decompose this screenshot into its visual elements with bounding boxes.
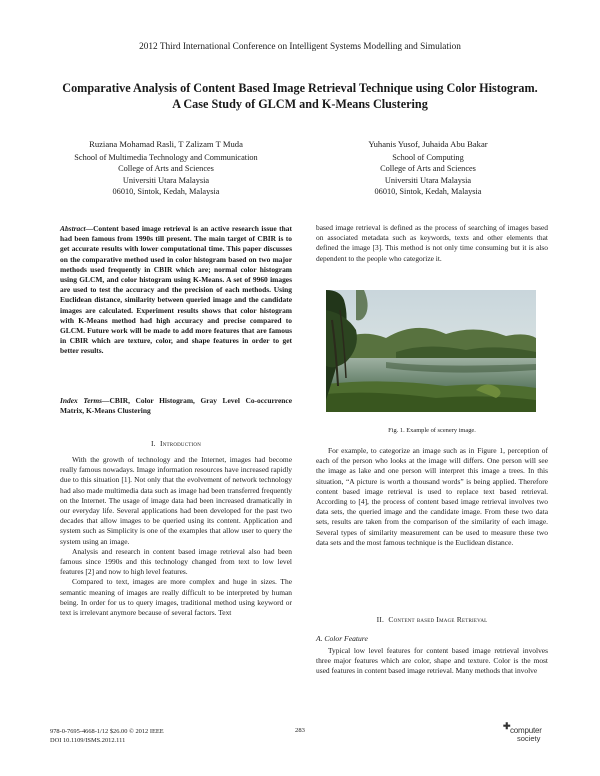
section-number: II. [376, 615, 385, 624]
affiliation-line: School of Computing [392, 152, 464, 162]
logo-text-society: society [517, 734, 541, 743]
section-number: I. [150, 439, 156, 448]
author-block-right [312, 139, 544, 198]
paper-title: Comparative Analysis of Content Based Image Retrieval Technique using Color Histogram. A Case Study of GLCM and K-Means Clustering [62, 81, 538, 111]
right-bottom-body [316, 646, 548, 677]
computer-society-logo [500, 720, 560, 744]
section-title: Content based Image Retrieval [388, 615, 488, 624]
index-terms-text: CBIR, Color Histogram, Gray Level Co-occurrence Matrix, K-Means Clustering [60, 396, 292, 416]
figure-caption: Fig. 1. Example of scenery image. [388, 427, 476, 434]
subsection-heading: A. Color Feature [316, 634, 368, 643]
index-terms [60, 396, 292, 416]
right-top-paragraph: based image retrieval is defined as the process of searching of images based on associated metadata such as keywords, texts and other elements that defined the image [3]. This method is not only time consuming but it is also dependent to the people who categorize it. [316, 223, 548, 263]
paragraph: With the growth of technology and the Internet, images had become really famous nowadays. Image information resources have increased rapidly due to this situation [1]. Not only that the evolvement of network technology had also made multimedia data such as image had been transferred frequently on the Internet. The usage of image data had been increased dramatically in our everyday life. Several applications had been developed for the past two decades that allow images to be queried using its content. Application and system such as Simplicity is one of the examples that allow user to query the system using an image. [60, 455, 292, 546]
conference-header: 2012 Third International Conference on Intelligent Systems Modelling and Simulation [139, 42, 461, 52]
page-number: 283 [295, 727, 305, 734]
paragraph: Analysis and research in content based image retrieval also had been famous since 1990s and this technology changed from text to low level features [2] and now to high level features. [60, 546, 292, 577]
section-heading-introduction [60, 439, 292, 449]
affiliation-line: 06010, Sintok, Kedah, Malaysia [112, 187, 220, 197]
section-title: Introduction [159, 439, 202, 448]
paragraph: Compared to text, images are more complex and huge in sizes. The semantic meaning of images are really difficult to be interpreted by human being. In order for us to query images, traditional method using keyword or text is irrelevant anymore because of several factors. Text [60, 577, 292, 618]
index-terms-label: Index Terms— [60, 396, 110, 405]
section-heading-cbir [316, 615, 548, 625]
author-names: Yuhanis Yusof, Juhaida Abu Bakar [368, 139, 488, 149]
affiliation-line: Universiti Utara Malaysia [384, 175, 472, 185]
abstract-text: Content based image retrieval is an active research issue that had been famous from 1990s till present. The main target of CBIR is to get accurate results with lower computational time. This paper discusses on the comparative method used in color histogram based on two major methods used frequently in CBIR which are; normal color histogram using GLCM, and color histogram using K-Means. A set of 9960 images are used to test the accuracy and the precision of each methods. Using Euclidean distance, similarity between queried image and the candidate images are calculated. Experiment results shows that color histogram with K-Means method had high accuracy and precise compared to GLCM. Future work will be made to add more features that are famous in CBIR which are texture, color, and shape features in order to get better results. [60, 224, 292, 356]
affiliation-line: College of Arts and Sciences [118, 164, 214, 174]
paragraph: For example, to categorize an image such as in Figure 1, perception of each of the person who looks at the image will differs. One person will see the image as lake and one person will interpret this image a trees. In this situation, “A picture is worth a thousand words” is being applied. Therefore content based image retrieval is used to replace text based retrieval. According to [4], the process of content based image retrieval involves two data sets, the queried image and the candidate image. From these two data sets, results are taken from the comparison of the similarity of each image. Several types of similarity measurement can be used to measure these two data sets and the most famous technique is the Euclidean distance. [316, 446, 548, 547]
affiliation-line: 06010, Sintok, Kedah, Malaysia [374, 187, 482, 197]
abstract [60, 224, 292, 357]
paragraph: Typical low level features for content based image retrieval involves three major features which are color, shape and texture. Color is the most used features in content based image retrieval. Many methods that involve [316, 646, 548, 676]
right-mid-body [316, 446, 548, 548]
scenery-figure [326, 290, 536, 412]
footer-doi: DOI 10.1109/ISMS.2012.111 [50, 737, 126, 744]
affiliation-line: Universiti Utara Malaysia [122, 175, 210, 185]
affiliation-line: School of Multimedia Technology and Communication [74, 152, 258, 162]
affiliation-line: College of Arts and Sciences [380, 164, 476, 174]
abstract-label: Abstract— [60, 224, 94, 233]
author-block-left [50, 139, 282, 198]
introduction-body [60, 455, 292, 618]
logo-mark-icon: ✚ [503, 721, 511, 731]
author-names: Ruziana Mohamad Rasli, T Zalizam T Muda [89, 139, 243, 149]
footer-isbn: 978-0-7695-4668-1/12 $26.00 © 2012 IEEE [50, 728, 164, 735]
scenery-image [326, 290, 536, 412]
logo-text-computer: computer [510, 726, 542, 735]
